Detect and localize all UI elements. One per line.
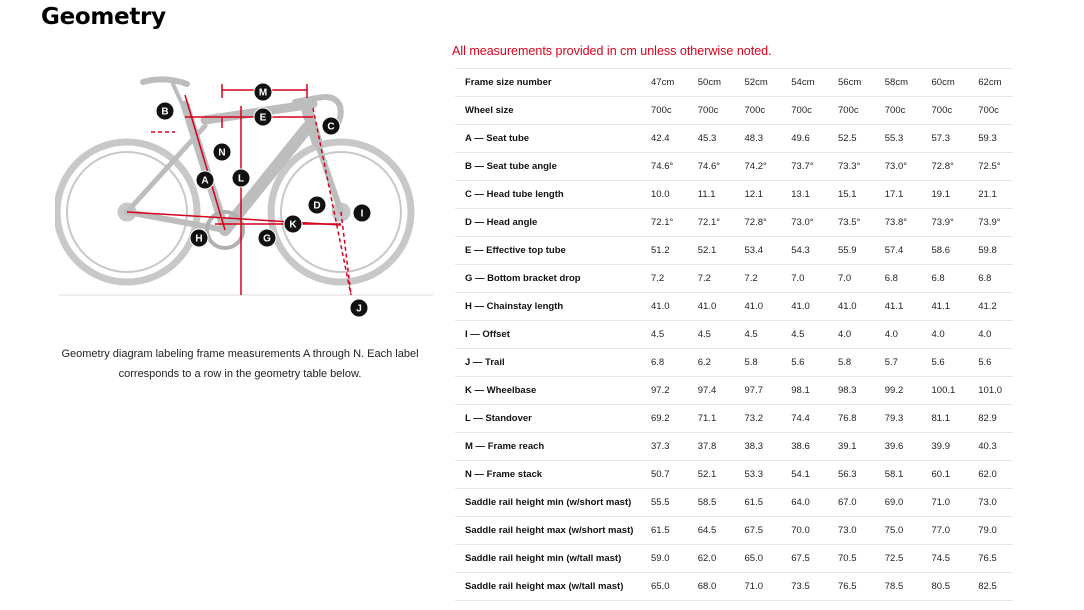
table-cell: 77.0 bbox=[920, 517, 967, 545]
table-cell: 6.8 bbox=[966, 265, 1013, 293]
table-cell: 4.5 bbox=[779, 321, 826, 349]
table-cell: 56.3 bbox=[826, 461, 873, 489]
table-row bbox=[455, 181, 1013, 209]
table-cell: 58.6 bbox=[920, 237, 967, 265]
label-i-text: I bbox=[360, 208, 364, 220]
row-label: E — Effective top tube bbox=[455, 237, 639, 265]
table-cell: 74.6° bbox=[686, 153, 733, 181]
row-label: N — Frame stack bbox=[455, 461, 639, 489]
row-label: M — Frame reach bbox=[455, 433, 639, 461]
table-cell: 41.0 bbox=[686, 293, 733, 321]
table-cell: 59.3 bbox=[966, 125, 1013, 153]
table-cell: 5.7 bbox=[873, 349, 920, 377]
table-row bbox=[455, 97, 1013, 125]
table-cell: 74.6° bbox=[639, 153, 686, 181]
table-cell: 55.5 bbox=[639, 489, 686, 517]
table-cell: 40.3 bbox=[966, 433, 1013, 461]
table-cell: 74.5 bbox=[920, 545, 967, 573]
table-cell: 73.8° bbox=[873, 209, 920, 237]
table-cell: 67.5 bbox=[733, 517, 780, 545]
table-cell: 7.2 bbox=[733, 265, 780, 293]
table-cell: 53.4 bbox=[733, 237, 780, 265]
label-l-text: L bbox=[237, 173, 245, 185]
table-cell: 71.0 bbox=[920, 489, 967, 517]
table-row bbox=[455, 433, 1013, 461]
table-cell: 62.0 bbox=[966, 461, 1013, 489]
table-cell: 72.5 bbox=[873, 545, 920, 573]
table-cell: 6.8 bbox=[920, 265, 967, 293]
table-row bbox=[455, 209, 1013, 237]
table-row bbox=[455, 349, 1013, 377]
table-cell: 5.6 bbox=[920, 349, 967, 377]
table-cell: 72.5° bbox=[966, 153, 1013, 181]
table-cell: 58.5 bbox=[686, 489, 733, 517]
geometry-table-body bbox=[455, 97, 1013, 601]
table-cell: 73.5° bbox=[826, 209, 873, 237]
size-header: 52cm bbox=[733, 69, 780, 97]
table-cell: 79.3 bbox=[873, 405, 920, 433]
size-header: 56cm bbox=[826, 69, 873, 97]
table-cell: 73.9° bbox=[966, 209, 1013, 237]
table-cell: 39.1 bbox=[826, 433, 873, 461]
table-cell: 7.2 bbox=[639, 265, 686, 293]
table-row bbox=[455, 321, 1013, 349]
table-cell: 80.5 bbox=[920, 573, 967, 601]
table-cell: 4.5 bbox=[686, 321, 733, 349]
table-cell: 73.7° bbox=[779, 153, 826, 181]
table-cell: 15.1 bbox=[826, 181, 873, 209]
table-cell: 59.0 bbox=[639, 545, 686, 573]
geometry-table-header bbox=[455, 69, 1013, 97]
table-cell: 700c bbox=[639, 97, 686, 125]
table-cell: 70.0 bbox=[779, 517, 826, 545]
table-cell: 52.1 bbox=[686, 461, 733, 489]
table-cell: 700c bbox=[873, 97, 920, 125]
size-header: 54cm bbox=[779, 69, 826, 97]
table-cell: 76.5 bbox=[826, 573, 873, 601]
table-cell: 76.5 bbox=[966, 545, 1013, 573]
table-cell: 72.1° bbox=[686, 209, 733, 237]
table-cell: 79.0 bbox=[966, 517, 1013, 545]
table-row bbox=[455, 489, 1013, 517]
label-e-text: E bbox=[259, 112, 267, 124]
row-label: C — Head tube length bbox=[455, 181, 639, 209]
label-c-text: C bbox=[327, 121, 335, 133]
table-cell: 5.6 bbox=[779, 349, 826, 377]
table-cell: 74.4 bbox=[779, 405, 826, 433]
row-label: D — Head angle bbox=[455, 209, 639, 237]
table-cell: 82.9 bbox=[966, 405, 1013, 433]
label-h-text: H bbox=[195, 233, 203, 245]
measurement-note: All measurements provided in cm unless otherwise noted. bbox=[452, 44, 772, 58]
table-cell: 73.0 bbox=[966, 489, 1013, 517]
table-cell: 41.2 bbox=[966, 293, 1013, 321]
row-label: H — Chainstay length bbox=[455, 293, 639, 321]
table-cell: 700c bbox=[966, 97, 1013, 125]
table-row bbox=[455, 293, 1013, 321]
table-row bbox=[455, 545, 1013, 573]
table-cell: 78.5 bbox=[873, 573, 920, 601]
geometry-table bbox=[455, 68, 1013, 601]
size-header: 50cm bbox=[686, 69, 733, 97]
row-label: Wheel size bbox=[455, 97, 639, 125]
table-cell: 99.2 bbox=[873, 377, 920, 405]
table-cell: 68.0 bbox=[686, 573, 733, 601]
row-label: A — Seat tube bbox=[455, 125, 639, 153]
table-cell: 65.0 bbox=[733, 545, 780, 573]
table-cell: 4.0 bbox=[873, 321, 920, 349]
table-cell: 10.0 bbox=[639, 181, 686, 209]
table-cell: 55.9 bbox=[826, 237, 873, 265]
table-cell: 49.6 bbox=[779, 125, 826, 153]
table-cell: 50.7 bbox=[639, 461, 686, 489]
table-cell: 39.6 bbox=[873, 433, 920, 461]
table-cell: 52.5 bbox=[826, 125, 873, 153]
table-cell: 73.9° bbox=[920, 209, 967, 237]
table-cell: 98.3 bbox=[826, 377, 873, 405]
table-cell: 69.0 bbox=[873, 489, 920, 517]
row-label: I — Offset bbox=[455, 321, 639, 349]
table-cell: 700c bbox=[686, 97, 733, 125]
table-cell: 69.2 bbox=[639, 405, 686, 433]
row-label: B — Seat tube angle bbox=[455, 153, 639, 181]
table-cell: 39.9 bbox=[920, 433, 967, 461]
table-cell: 41.0 bbox=[733, 293, 780, 321]
size-header: 62cm bbox=[966, 69, 1013, 97]
row-label: J — Trail bbox=[455, 349, 639, 377]
table-cell: 37.8 bbox=[686, 433, 733, 461]
table-cell: 700c bbox=[920, 97, 967, 125]
table-cell: 67.5 bbox=[779, 545, 826, 573]
table-cell: 19.1 bbox=[920, 181, 967, 209]
table-cell: 6.8 bbox=[873, 265, 920, 293]
table-cell: 73.0° bbox=[779, 209, 826, 237]
table-cell: 38.6 bbox=[779, 433, 826, 461]
table-cell: 97.7 bbox=[733, 377, 780, 405]
table-cell: 4.5 bbox=[639, 321, 686, 349]
table-cell: 71.0 bbox=[733, 573, 780, 601]
table-cell: 53.3 bbox=[733, 461, 780, 489]
table-cell: 5.6 bbox=[966, 349, 1013, 377]
table-row bbox=[455, 237, 1013, 265]
size-header: 60cm bbox=[920, 69, 967, 97]
table-cell: 51.2 bbox=[639, 237, 686, 265]
table-cell: 700c bbox=[779, 97, 826, 125]
table-cell: 72.8° bbox=[733, 209, 780, 237]
row-label: Saddle rail height min (w/tall mast) bbox=[455, 545, 639, 573]
table-cell: 54.1 bbox=[779, 461, 826, 489]
table-cell: 67.0 bbox=[826, 489, 873, 517]
row-label: G — Bottom bracket drop bbox=[455, 265, 639, 293]
row-label: Saddle rail height max (w/tall mast) bbox=[455, 573, 639, 601]
label-d-text: D bbox=[313, 200, 321, 212]
table-cell: 41.1 bbox=[873, 293, 920, 321]
label-b-text: B bbox=[161, 106, 169, 118]
table-cell: 54.3 bbox=[779, 237, 826, 265]
table-cell: 62.0 bbox=[686, 545, 733, 573]
table-cell: 61.5 bbox=[733, 489, 780, 517]
size-header: 58cm bbox=[873, 69, 920, 97]
table-cell: 42.4 bbox=[639, 125, 686, 153]
table-row bbox=[455, 517, 1013, 545]
table-cell: 58.1 bbox=[873, 461, 920, 489]
table-cell: 60.1 bbox=[920, 461, 967, 489]
table-row bbox=[455, 153, 1013, 181]
table-cell: 97.2 bbox=[639, 377, 686, 405]
table-row bbox=[455, 125, 1013, 153]
table-cell: 64.0 bbox=[779, 489, 826, 517]
table-cell: 5.8 bbox=[826, 349, 873, 377]
size-header: 47cm bbox=[639, 69, 686, 97]
table-cell: 81.1 bbox=[920, 405, 967, 433]
table-cell: 4.0 bbox=[826, 321, 873, 349]
table-cell: 71.1 bbox=[686, 405, 733, 433]
table-row bbox=[455, 405, 1013, 433]
table-cell: 6.2 bbox=[686, 349, 733, 377]
table-cell: 73.2 bbox=[733, 405, 780, 433]
table-cell: 61.5 bbox=[639, 517, 686, 545]
row-label: Saddle rail height max (w/short mast) bbox=[455, 517, 639, 545]
table-cell: 4.0 bbox=[920, 321, 967, 349]
geometry-diagram bbox=[55, 70, 435, 330]
table-cell: 72.8° bbox=[920, 153, 967, 181]
table-cell: 73.3° bbox=[826, 153, 873, 181]
table-cell: 7.2 bbox=[686, 265, 733, 293]
table-cell: 76.8 bbox=[826, 405, 873, 433]
table-cell: 55.3 bbox=[873, 125, 920, 153]
label-k-text: K bbox=[289, 219, 297, 231]
table-cell: 4.0 bbox=[966, 321, 1013, 349]
table-cell: 59.8 bbox=[966, 237, 1013, 265]
table-cell: 13.1 bbox=[779, 181, 826, 209]
table-cell: 57.4 bbox=[873, 237, 920, 265]
table-cell: 73.0 bbox=[826, 517, 873, 545]
table-cell: 70.5 bbox=[826, 545, 873, 573]
table-cell: 52.1 bbox=[686, 237, 733, 265]
table-cell: 97.4 bbox=[686, 377, 733, 405]
table-cell: 65.0 bbox=[639, 573, 686, 601]
table-cell: 38.3 bbox=[733, 433, 780, 461]
table-row bbox=[455, 573, 1013, 601]
table-cell: 700c bbox=[826, 97, 873, 125]
table-cell: 74.2° bbox=[733, 153, 780, 181]
diagram-caption: Geometry diagram labeling frame measurements A through N. Each label corresponds to a row in the geometry table below. bbox=[61, 348, 419, 380]
table-cell: 98.1 bbox=[779, 377, 826, 405]
table-row bbox=[455, 265, 1013, 293]
table-cell: 37.3 bbox=[639, 433, 686, 461]
table-cell: 73.5 bbox=[779, 573, 826, 601]
table-row bbox=[455, 461, 1013, 489]
table-cell: 75.0 bbox=[873, 517, 920, 545]
table-cell: 73.0° bbox=[873, 153, 920, 181]
table-cell: 41.0 bbox=[639, 293, 686, 321]
label-m-text: M bbox=[258, 87, 268, 99]
table-cell: 17.1 bbox=[873, 181, 920, 209]
header-label: Frame size number bbox=[455, 69, 639, 97]
table-cell: 82.5 bbox=[966, 573, 1013, 601]
table-cell: 41.0 bbox=[826, 293, 873, 321]
table-cell: 4.5 bbox=[733, 321, 780, 349]
row-label: K — Wheelbase bbox=[455, 377, 639, 405]
row-label: Saddle rail height min (w/short mast) bbox=[455, 489, 639, 517]
header-row bbox=[455, 69, 1013, 97]
row-label: L — Standover bbox=[455, 405, 639, 433]
table-cell: 700c bbox=[733, 97, 780, 125]
label-g-text: G bbox=[263, 233, 271, 245]
table-cell: 12.1 bbox=[733, 181, 780, 209]
table-cell: 7.0 bbox=[826, 265, 873, 293]
table-cell: 6.8 bbox=[639, 349, 686, 377]
table-cell: 5.8 bbox=[733, 349, 780, 377]
table-cell: 72.1° bbox=[639, 209, 686, 237]
label-n-text: N bbox=[218, 147, 226, 159]
table-cell: 21.1 bbox=[966, 181, 1013, 209]
label-a-text: A bbox=[201, 175, 209, 187]
page-title: Geometry bbox=[41, 4, 166, 30]
table-cell: 57.3 bbox=[920, 125, 967, 153]
table-cell: 41.0 bbox=[779, 293, 826, 321]
table-row bbox=[455, 377, 1013, 405]
table-cell: 45.3 bbox=[686, 125, 733, 153]
table-cell: 101.0 bbox=[966, 377, 1013, 405]
table-cell: 41.1 bbox=[920, 293, 967, 321]
table-cell: 100.1 bbox=[920, 377, 967, 405]
table-cell: 48.3 bbox=[733, 125, 780, 153]
label-j-text: J bbox=[356, 303, 362, 315]
table-cell: 64.5 bbox=[686, 517, 733, 545]
table-cell: 11.1 bbox=[686, 181, 733, 209]
table-cell: 7.0 bbox=[779, 265, 826, 293]
